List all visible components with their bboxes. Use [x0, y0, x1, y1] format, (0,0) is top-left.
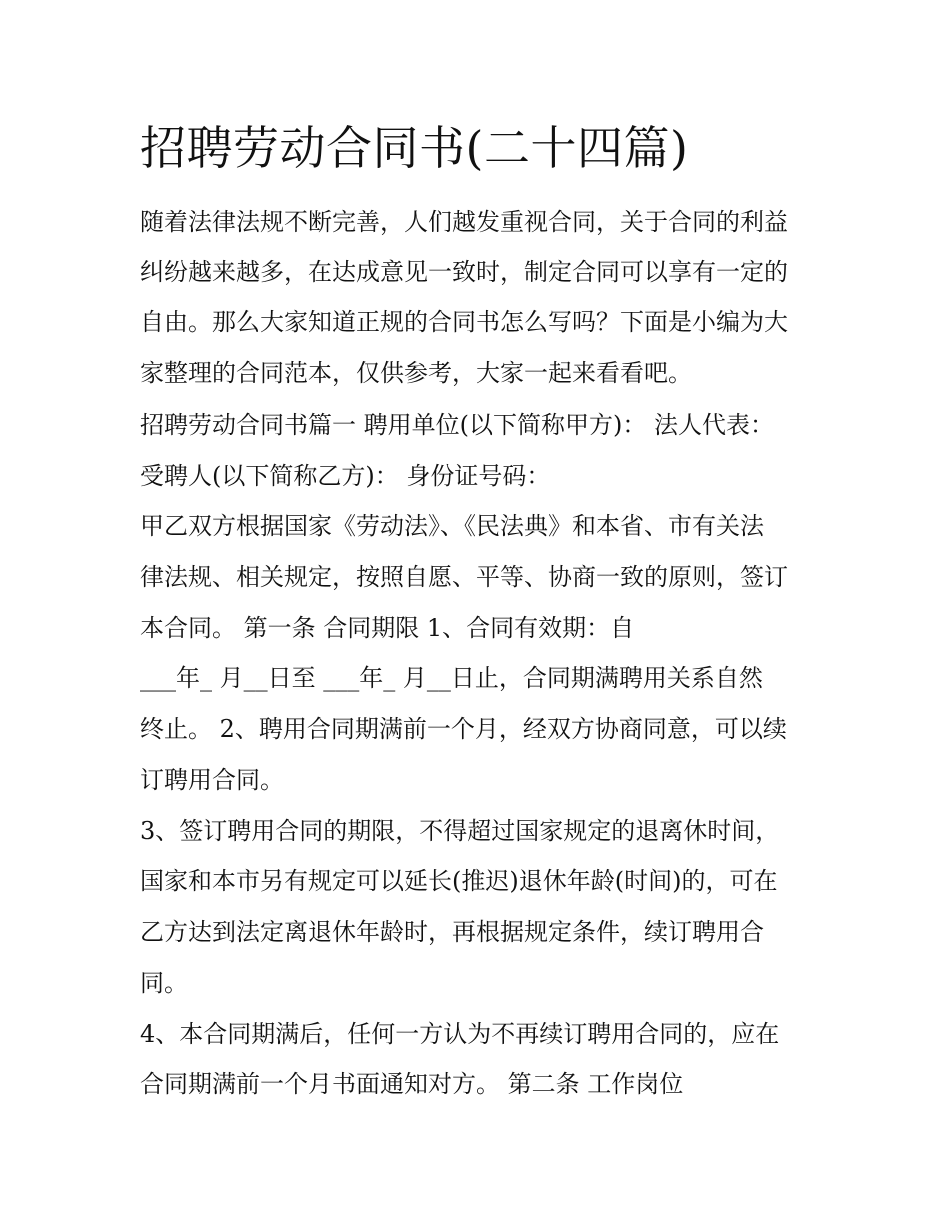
paragraph-line: 随着法律法规不断完善，人们越发重视合同，关于合同的利益: [140, 208, 788, 236]
paragraph-line: 订聘用合同。: [140, 766, 284, 794]
paragraph-line: 自由。那么大家知道正规的合同书怎么写吗？下面是小编为大: [140, 308, 788, 336]
paragraph-line: 4、本合同期满后，任何一方认为不再续订聘用合同的，应在: [140, 1020, 780, 1048]
paragraph-line: 同。: [140, 969, 188, 997]
paragraph-line: 招聘劳动合同书篇一 聘用单位(以下简称甲方)： 法人代表：: [140, 411, 774, 439]
paragraph-line: ___年_ 月__日至 ___年_ 月__日止，合同期满聘用关系自然: [140, 664, 763, 692]
paragraph-line: 3、签订聘用合同的期限，不得超过国家规定的退离休时间，: [140, 817, 780, 845]
paragraph-line: 乙方达到法定离退休年龄时，再根据规定条件，续订聘用合: [140, 918, 764, 946]
paragraph-line: 纠纷越来越多，在达成意见一致时，制定合同可以享有一定的: [140, 258, 788, 286]
document-title: 招聘劳动合同书(二十四篇): [140, 121, 689, 175]
paragraph-line: 本合同。 第一条 合同期限 1、合同有效期：自: [140, 614, 635, 642]
paragraph-line: 律法规、相关规定，按照自愿、平等、协商一致的原则，签订: [140, 563, 788, 591]
paragraph-line: 终止。 2、聘用合同期满前一个月，经双方协商同意，可以续: [140, 715, 787, 743]
paragraph-line: 国家和本市另有规定可以延长(推迟)退休年龄(时间)的，可在: [140, 867, 778, 895]
paragraph-line: 家整理的合同范本，仅供参考，大家一起来看看吧。: [140, 359, 692, 387]
paragraph-line: 受聘人(以下简称乙方)： 身份证号码：: [140, 462, 551, 490]
paragraph-line: 甲乙双方根据国家《劳动法》、《民法典》和本省、市有关法: [140, 512, 764, 540]
paragraph-line: 合同期满前一个月书面通知对方。 第二条 工作岗位: [140, 1070, 684, 1098]
